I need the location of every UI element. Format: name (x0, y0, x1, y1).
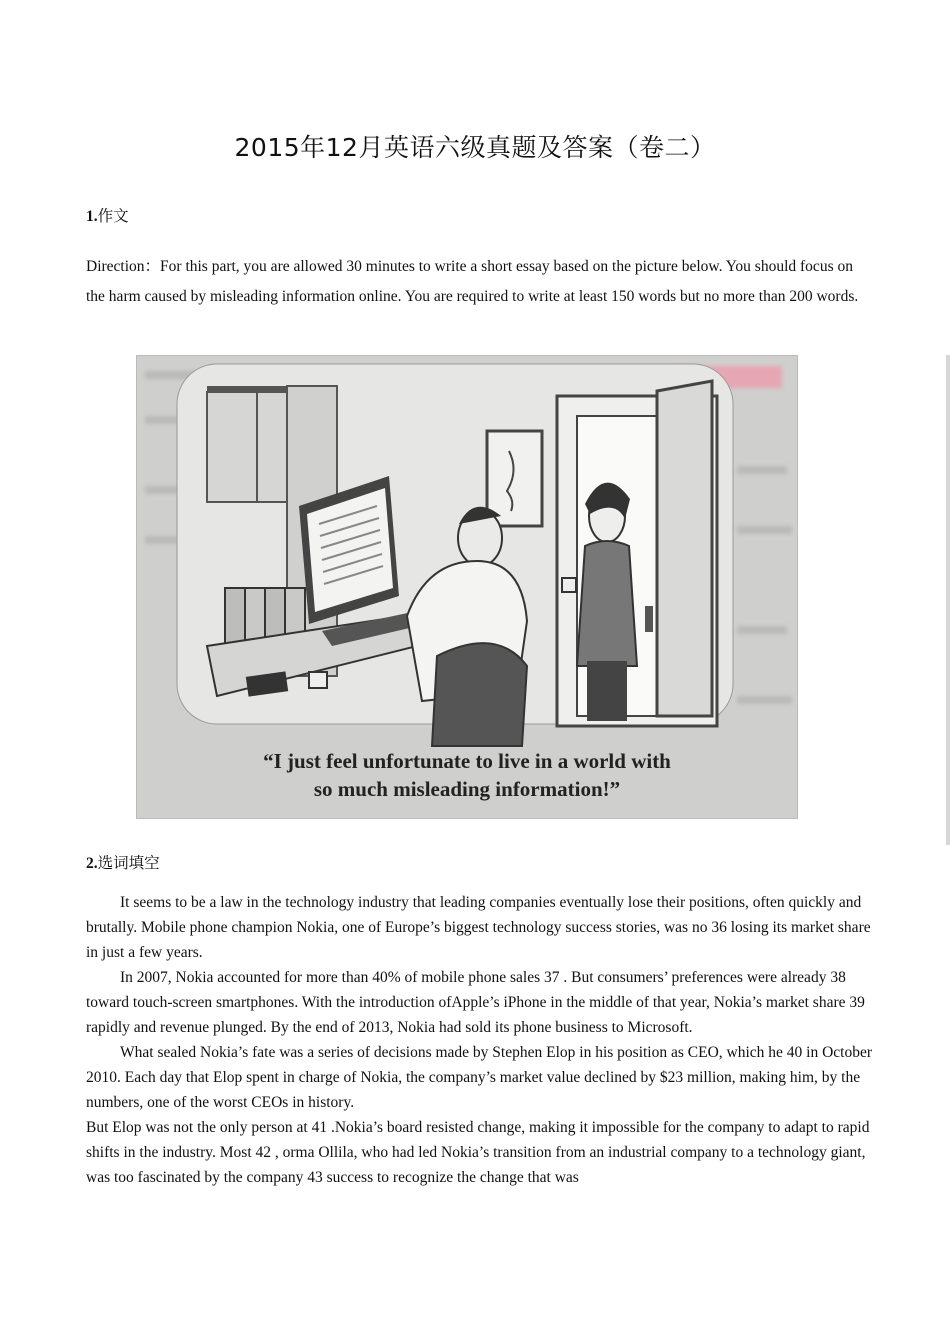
cartoon-image (136, 355, 798, 819)
section-1-number: 1. (86, 208, 98, 225)
section-1-label: 作文 (97, 208, 129, 225)
section-2-heading (86, 851, 160, 873)
page-edge-shadow (946, 355, 950, 845)
passage (86, 890, 872, 1190)
passage-paragraph-1: It seems to be a law in the technology industry that leading companies eventually lose their positions, often quickly and brutally. Mobile phone champion Nokia, one of Europe’s biggest technology success stories, was no 36 losing its market share in just a few years. (86, 894, 871, 961)
passage-paragraph-3: What sealed Nokia’s fate was a series of decisions made by Stephen Elop in his position as CEO, which he 40 in October 2010. Each day that Elop spent in charge of Nokia, the company’s market value declined by $23 million, making him, by the numbers, one of the worst CEOs in history. (86, 1044, 873, 1111)
section-2-number: 2. (86, 855, 98, 872)
passage-paragraph-2: In 2007, Nokia accounted for more than 40% of mobile phone sales 37 . But consumers’ preferences were already 38 toward touch-screen smartphones. With the introduction ofApple’s iPhone in the middle of that year, Nokia’s market share 39 rapidly and revenue plunged. By the end of 2013, Nokia had sold its phone business to Microsoft. (86, 969, 865, 1036)
section-2-label: 选词填空 (97, 855, 160, 872)
passage-paragraph-4: But Elop was not the only person at 41 .Nokia’s board resisted change, making it impossible for the company to adapt to rapid shifts in the industry. Most 42 , orma Ollila, who had led Nokia’s transition from an industrial company to a technology giant, was too fascinated by the company 43 success to recognize the change that was (86, 1119, 870, 1186)
cartoon-caption-line1: “I just feel unfortunate to live in a world with (263, 749, 671, 773)
section-1-heading (86, 204, 129, 226)
page-title: 2015年12月英语六级真题及答案（卷二） (234, 133, 716, 162)
essay-direction: Direction：For this part, you are allowed 30 minutes to write a short essay based on the picture below. You should focus on the harm caused by misleading information online. You are required to write at least 150 words but no more than 200 words. (86, 258, 859, 305)
cartoon-caption-line2: so much misleading information!” (313, 777, 621, 801)
